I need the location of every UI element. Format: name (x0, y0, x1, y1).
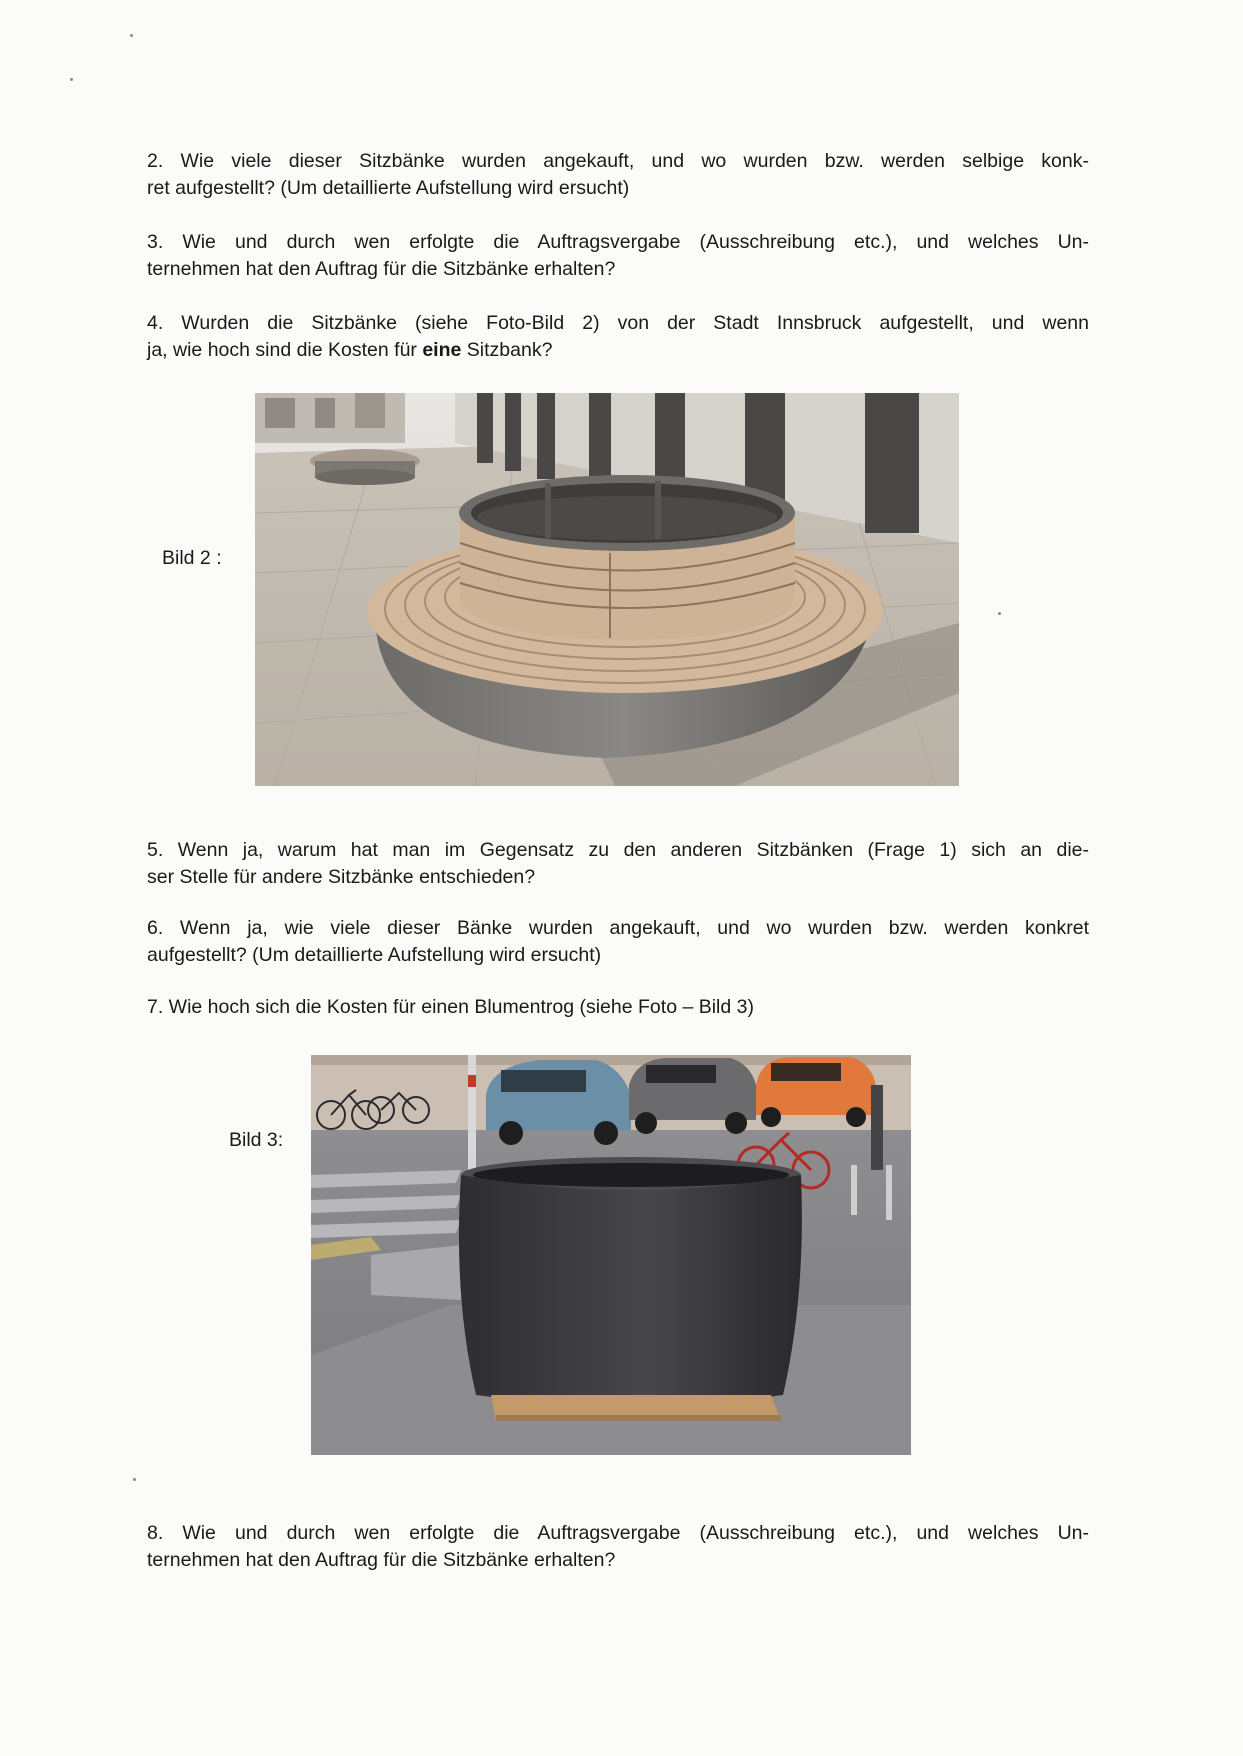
question-2-line-2: ret aufgestellt? (Um detaillierte Aufstellung wird ersucht) (147, 177, 630, 199)
bild-3-label: Bild 3: (229, 1129, 284, 1151)
bild-2-photo (255, 393, 959, 786)
question-2-line-1: 2. Wie viele dieser Sitzbänke wurden angekauft, und wo wurden bzw. werden selbige konk- (147, 150, 1089, 172)
question-3-line-2: ternehmen hat den Auftrag für die Sitzbänke erhalten? (147, 258, 616, 280)
question-8 (147, 1520, 1089, 1574)
question-2 (147, 148, 1089, 202)
question-5 (147, 837, 1089, 891)
question-4-line-2 (147, 337, 1089, 364)
question-4 (147, 310, 1089, 364)
question-6-line-2: aufgestellt? (Um detaillierte Aufstellung wird ersucht) (147, 944, 602, 966)
scan-speck (133, 1478, 136, 1481)
round-bench-image (255, 393, 959, 786)
question-6 (147, 915, 1089, 969)
bild-3-photo (311, 1055, 911, 1455)
question-7-line-1: 7. Wie hoch sich die Kosten für einen Blumentrog (siehe Foto – Bild 3) (147, 996, 754, 1018)
question-8-line-1: 8. Wie und durch wen erfolgte die Auftragsvergabe (Ausschreibung etc.), und welches Un- (147, 1522, 1089, 1544)
question-4-line-2-post: Sitzbank? (461, 339, 553, 361)
question-6-line-1: 6. Wenn ja, wie viele dieser Bänke wurden angekauft, und wo wurden bzw. werden konkret (147, 917, 1089, 939)
question-4-line-2-pre: ja, wie hoch sind die Kosten für (147, 339, 423, 361)
scan-speck (998, 612, 1001, 615)
question-7 (147, 994, 1089, 1021)
question-8-line-2: ternehmen hat den Auftrag für die Sitzbänke erhalten? (147, 1549, 616, 1571)
scan-speck (70, 78, 73, 81)
question-4-emphasis: eine (422, 339, 462, 361)
question-5-line-1: 5. Wenn ja, warum hat man im Gegensatz zu den anderen Sitzbänken (Frage 1) sich an die- (147, 839, 1089, 861)
question-5-line-2: ser Stelle für andere Sitzbänke entschieden? (147, 866, 536, 888)
question-4-line-1: 4. Wurden die Sitzbänke (siehe Foto-Bild 2) von der Stadt Innsbruck aufgestellt, und wenn (147, 312, 1089, 334)
question-3 (147, 229, 1089, 283)
planter-image (311, 1055, 911, 1455)
scan-speck (130, 34, 133, 37)
question-3-line-1: 3. Wie und durch wen erfolgte die Auftragsvergabe (Ausschreibung etc.), und welches Un- (147, 231, 1089, 253)
bild-2-label: Bild 2 : (162, 547, 222, 569)
